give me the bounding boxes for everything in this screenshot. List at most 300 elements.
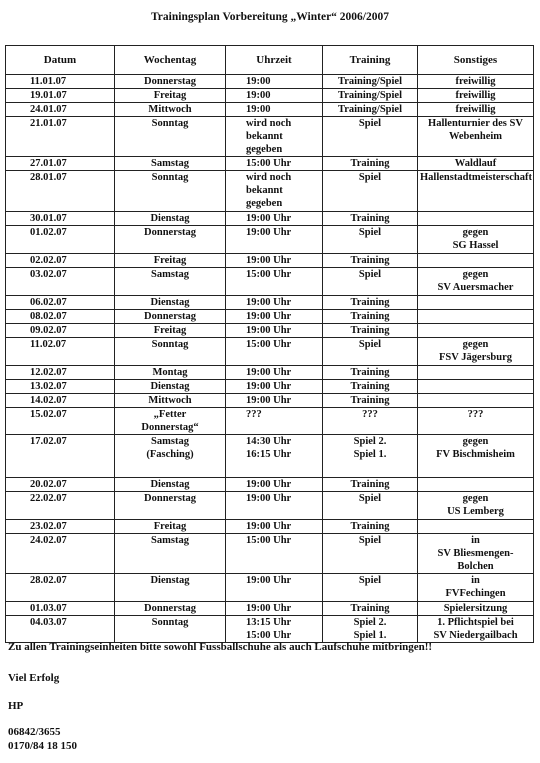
- cell-sonstiges: [418, 478, 534, 492]
- cell-text: 14:30 Uhr: [246, 436, 292, 447]
- cell-wochentag: [115, 520, 226, 534]
- cell-text: gegen: [462, 227, 489, 238]
- cell-sonstiges: [418, 338, 534, 366]
- cell-datum: [6, 408, 115, 435]
- cell-sonstiges: [418, 89, 534, 103]
- cell-wochentag: [115, 602, 226, 616]
- cell-sonstiges: [418, 408, 534, 435]
- cell-text: Spiel: [358, 118, 382, 129]
- table-row: [6, 435, 534, 478]
- table-row: [6, 380, 534, 394]
- cell-datum: [6, 574, 115, 602]
- cell-training: [323, 226, 418, 254]
- table-row: [6, 310, 534, 324]
- cell-sonstiges: [418, 324, 534, 338]
- cell-text: 19:00 Uhr: [246, 395, 292, 406]
- table-row: [6, 268, 534, 296]
- cell-text: SV Auersmacher: [437, 282, 514, 293]
- cell-text: bekannt gegeben: [246, 131, 283, 155]
- cell-text: Spiel: [358, 269, 382, 280]
- cell-text: Training: [350, 479, 390, 490]
- cell-text: 11.02.07: [30, 339, 67, 350]
- cell-text: Dienstag: [150, 479, 190, 490]
- table-row: [6, 534, 534, 574]
- cell-text: 15.02.07: [30, 409, 67, 420]
- cell-wochentag: [115, 89, 226, 103]
- cell-uhrzeit: [226, 520, 323, 534]
- table-row: [6, 226, 534, 254]
- column-header-uhrzeit: Uhrzeit: [226, 46, 323, 75]
- cell-sonstiges: [418, 310, 534, 324]
- cell-wochentag: [115, 75, 226, 89]
- cell-uhrzeit: [226, 117, 323, 157]
- column-header-wochentag: Wochentag: [115, 46, 226, 75]
- table-row: [6, 254, 534, 268]
- cell-training: [323, 408, 418, 435]
- cell-sonstiges: [418, 394, 534, 408]
- cell-uhrzeit: [226, 75, 323, 89]
- cell-datum: [6, 366, 115, 380]
- cell-text: SG Hassel: [452, 240, 499, 251]
- cell-text: bekannt gegeben: [246, 185, 283, 209]
- cell-text: FVFechingen: [445, 588, 506, 599]
- cell-text: ???: [362, 409, 378, 420]
- cell-uhrzeit: [226, 310, 323, 324]
- table-row: [6, 602, 534, 616]
- table-row: [6, 338, 534, 366]
- cell-text: 15:00 Uhr: [246, 630, 292, 641]
- cell-text: 19.01.07: [30, 90, 67, 101]
- cell-text: Training: [350, 395, 390, 406]
- cell-uhrzeit: [226, 394, 323, 408]
- cell-text: Spiel: [358, 339, 382, 350]
- cell-text: Sonntag: [151, 118, 189, 129]
- cell-sonstiges: [418, 574, 534, 602]
- cell-text: 19:00: [246, 76, 271, 87]
- cell-wochentag: [115, 478, 226, 492]
- cell-uhrzeit: [226, 478, 323, 492]
- training-schedule-table: [5, 45, 534, 643]
- cell-training: [323, 157, 418, 171]
- cell-text: gegen: [462, 269, 489, 280]
- cell-datum: [6, 268, 115, 296]
- cell-uhrzeit: [226, 268, 323, 296]
- cell-text: Samstag: [151, 269, 189, 280]
- cell-text: Spiel: [358, 575, 382, 586]
- cell-text: Donnerstag: [144, 493, 196, 504]
- cell-training: [323, 212, 418, 226]
- cell-text: Hallenstadtmeisterschaft: [420, 172, 532, 183]
- cell-wochentag: [115, 157, 226, 171]
- cell-text: 15:00 Uhr: [246, 269, 292, 280]
- cell-text: Spiel: [358, 227, 382, 238]
- cell-wochentag: [115, 492, 226, 520]
- cell-wochentag: [115, 394, 226, 408]
- cell-wochentag: [115, 324, 226, 338]
- cell-text: Freitag: [153, 255, 187, 266]
- cell-wochentag: [115, 366, 226, 380]
- cell-text: Training/Spiel: [338, 104, 402, 115]
- cell-text: 30.01.07: [30, 213, 67, 224]
- cell-datum: [6, 380, 115, 394]
- table-row: [6, 478, 534, 492]
- cell-text: 19:00: [246, 90, 271, 101]
- table-row: [6, 492, 534, 520]
- cell-datum: [6, 602, 115, 616]
- footer-initials: HP: [8, 700, 24, 712]
- table-row: [6, 212, 534, 226]
- cell-datum: [6, 435, 115, 478]
- cell-text: 09.02.07: [30, 325, 67, 336]
- cell-text: gegen: [462, 339, 489, 350]
- cell-wochentag: [115, 408, 226, 435]
- cell-wochentag: [115, 616, 226, 643]
- cell-text: Freitag: [153, 325, 187, 336]
- cell-text: 19:00 Uhr: [246, 479, 292, 490]
- cell-sonstiges: [418, 103, 534, 117]
- cell-sonstiges: [418, 602, 534, 616]
- cell-text: FSV Jägersburg: [438, 352, 513, 363]
- cell-datum: [6, 254, 115, 268]
- cell-sonstiges: [418, 380, 534, 394]
- cell-uhrzeit: [226, 226, 323, 254]
- cell-wochentag: [115, 380, 226, 394]
- cell-text: 19:00 Uhr: [246, 381, 292, 392]
- cell-text: 24.02.07: [30, 535, 67, 546]
- cell-text: Dienstag: [150, 213, 190, 224]
- column-header-sonstiges: Sonstiges: [418, 46, 534, 75]
- cell-training: [323, 171, 418, 212]
- cell-text: Training: [350, 603, 390, 614]
- cell-training: [323, 380, 418, 394]
- cell-text: in: [471, 535, 480, 546]
- cell-training: [323, 520, 418, 534]
- table-row: [6, 157, 534, 171]
- cell-text: Sonntag: [151, 617, 189, 628]
- cell-training: [323, 616, 418, 643]
- cell-text: 19:00 Uhr: [246, 603, 292, 614]
- column-header-training: Training: [323, 46, 418, 75]
- cell-datum: [6, 534, 115, 574]
- cell-text: 19:00: [246, 104, 271, 115]
- cell-text: 04.03.07: [30, 617, 67, 628]
- cell-text: freiwillig: [455, 90, 496, 101]
- cell-text: 13.02.07: [30, 381, 67, 392]
- cell-text: Training: [350, 297, 390, 308]
- cell-text: 28.01.07: [30, 172, 67, 183]
- cell-uhrzeit: [226, 103, 323, 117]
- cell-text: Dienstag: [150, 381, 190, 392]
- cell-uhrzeit: [226, 408, 323, 435]
- cell-datum: [6, 324, 115, 338]
- cell-training: [323, 338, 418, 366]
- cell-text: 27.01.07: [30, 158, 67, 169]
- cell-training: [323, 268, 418, 296]
- cell-uhrzeit: [226, 324, 323, 338]
- cell-text: Sonntag: [151, 172, 189, 183]
- cell-text: gegen: [462, 436, 489, 447]
- footer-phone-1: 06842/3655: [8, 726, 61, 738]
- cell-text: 19:00 Uhr: [246, 227, 292, 238]
- table-row: [6, 75, 534, 89]
- table-row: [6, 171, 534, 212]
- cell-text: 19:00 Uhr: [246, 325, 292, 336]
- cell-text: 02.02.07: [30, 255, 67, 266]
- cell-datum: [6, 89, 115, 103]
- cell-datum: [6, 520, 115, 534]
- cell-text: Mittwoch: [148, 395, 192, 406]
- cell-text: 15:00 Uhr: [246, 339, 292, 350]
- cell-text: 15:00 Uhr: [246, 158, 292, 169]
- cell-sonstiges: [418, 492, 534, 520]
- cell-datum: [6, 117, 115, 157]
- cell-text: 19:00 Uhr: [246, 367, 292, 378]
- cell-text: 16:15 Uhr: [246, 449, 292, 460]
- cell-text: Training: [350, 325, 390, 336]
- cell-sonstiges: [418, 435, 534, 478]
- cell-text: Freitag: [153, 521, 187, 532]
- cell-training: [323, 296, 418, 310]
- cell-text: 03.02.07: [30, 269, 67, 280]
- cell-text: Donnerstag: [144, 603, 196, 614]
- table-row: [6, 103, 534, 117]
- cell-uhrzeit: [226, 171, 323, 212]
- cell-text: 14.02.07: [30, 395, 67, 406]
- cell-training: [323, 366, 418, 380]
- cell-text: 28.02.07: [30, 575, 67, 586]
- table-header-row: [6, 46, 534, 75]
- cell-sonstiges: [418, 75, 534, 89]
- cell-uhrzeit: [226, 435, 323, 478]
- table-row: [6, 520, 534, 534]
- cell-uhrzeit: [226, 380, 323, 394]
- cell-text: in: [471, 575, 480, 586]
- cell-training: [323, 89, 418, 103]
- cell-text: Spiel 1.: [353, 630, 387, 641]
- cell-text: ???: [467, 409, 484, 420]
- cell-uhrzeit: [226, 366, 323, 380]
- cell-text: 08.02.07: [30, 311, 67, 322]
- table-row: [6, 366, 534, 380]
- cell-text: wird noch: [246, 118, 292, 129]
- cell-sonstiges: [418, 520, 534, 534]
- cell-text: 12.02.07: [30, 367, 67, 378]
- cell-wochentag: [115, 435, 226, 478]
- cell-text: Donnerstag: [144, 76, 196, 87]
- cell-datum: [6, 75, 115, 89]
- cell-text: 19:00 Uhr: [246, 575, 292, 586]
- cell-sonstiges: [418, 616, 534, 643]
- cell-text: Training: [350, 521, 390, 532]
- table-row: [6, 117, 534, 157]
- cell-text: Sonntag: [151, 339, 189, 350]
- cell-text: Training: [350, 367, 390, 378]
- cell-text: Samstag: [151, 535, 189, 546]
- cell-text: 19:00 Uhr: [246, 493, 292, 504]
- table-body: [6, 75, 534, 643]
- cell-training: [323, 103, 418, 117]
- cell-text: FV Bischmisheim: [436, 449, 515, 460]
- cell-wochentag: [115, 338, 226, 366]
- cell-text: Samstag: [151, 158, 189, 169]
- cell-datum: [6, 226, 115, 254]
- cell-wochentag: [115, 254, 226, 268]
- cell-text: wird noch: [246, 172, 292, 183]
- cell-text: Donnerstag“: [141, 422, 199, 433]
- cell-datum: [6, 171, 115, 212]
- cell-text: Spiel 2.: [353, 617, 387, 628]
- cell-datum: [6, 478, 115, 492]
- cell-text: Waldlauf: [454, 158, 497, 169]
- cell-uhrzeit: [226, 534, 323, 574]
- cell-text: 19:00 Uhr: [246, 213, 292, 224]
- cell-text: Training: [350, 311, 390, 322]
- cell-sonstiges: [418, 296, 534, 310]
- cell-text: 21.01.07: [30, 118, 67, 129]
- cell-text: gegen: [462, 493, 489, 504]
- cell-datum: [6, 394, 115, 408]
- cell-uhrzeit: [226, 616, 323, 643]
- cell-text: 01.03.07: [30, 603, 67, 614]
- cell-wochentag: [115, 117, 226, 157]
- cell-text: Spiel 1.: [353, 449, 387, 460]
- cell-training: [323, 310, 418, 324]
- cell-text: 22.02.07: [30, 493, 67, 504]
- cell-wochentag: [115, 226, 226, 254]
- cell-text: SV Niedergailbach: [433, 630, 518, 641]
- cell-wochentag: [115, 268, 226, 296]
- cell-text: 11.01.07: [30, 76, 67, 87]
- cell-training: [323, 492, 418, 520]
- cell-wochentag: [115, 103, 226, 117]
- cell-wochentag: [115, 212, 226, 226]
- cell-datum: [6, 157, 115, 171]
- cell-training: [323, 574, 418, 602]
- cell-text: freiwillig: [455, 76, 496, 87]
- cell-datum: [6, 212, 115, 226]
- cell-text: Freitag: [153, 90, 187, 101]
- cell-text: 06.02.07: [30, 297, 67, 308]
- cell-training: [323, 478, 418, 492]
- page-title: Trainingsplan Vorbereitung „Winter“ 2006/2007: [150, 11, 390, 23]
- cell-datum: [6, 103, 115, 117]
- cell-training: [323, 534, 418, 574]
- cell-sonstiges: [418, 534, 534, 574]
- cell-text: Donnerstag: [144, 227, 196, 238]
- cell-text: Spiel 2.: [353, 436, 387, 447]
- cell-datum: [6, 338, 115, 366]
- cell-text: 1. Pflichtspiel bei: [437, 617, 514, 628]
- cell-sonstiges: [418, 117, 534, 157]
- cell-wochentag: [115, 310, 226, 324]
- cell-wochentag: [115, 171, 226, 212]
- table-row: [6, 616, 534, 643]
- cell-uhrzeit: [226, 574, 323, 602]
- cell-text: US Lemberg: [447, 506, 504, 517]
- cell-text: 01.02.07: [30, 227, 67, 238]
- cell-wochentag: [115, 296, 226, 310]
- cell-sonstiges: [418, 366, 534, 380]
- cell-text: Samstag: [151, 436, 189, 447]
- footer-phone-2: 0170/84 18 150: [8, 740, 78, 752]
- column-header-datum: Datum: [6, 46, 115, 75]
- cell-text: 19:00 Uhr: [246, 297, 292, 308]
- cell-text: 19:00 Uhr: [246, 311, 292, 322]
- cell-text: Hallenturnier des SV: [428, 118, 523, 129]
- cell-sonstiges: [418, 157, 534, 171]
- cell-sonstiges: [418, 254, 534, 268]
- cell-text: (Fasching): [146, 449, 194, 460]
- table-row: [6, 574, 534, 602]
- cell-training: [323, 602, 418, 616]
- cell-uhrzeit: [226, 254, 323, 268]
- cell-uhrzeit: [226, 296, 323, 310]
- cell-text: Spiel: [358, 535, 382, 546]
- cell-uhrzeit: [226, 492, 323, 520]
- cell-text: Training/Spiel: [338, 76, 402, 87]
- cell-text: 17.02.07: [30, 436, 67, 447]
- cell-uhrzeit: [226, 338, 323, 366]
- cell-text: Dienstag: [150, 297, 190, 308]
- cell-text: 15:00 Uhr: [246, 535, 292, 546]
- cell-text: 13:15 Uhr: [246, 617, 292, 628]
- cell-text: 19:00 Uhr: [246, 255, 292, 266]
- cell-text: Spiel: [358, 493, 382, 504]
- cell-sonstiges: [418, 268, 534, 296]
- footer-greeting: Viel Erfolg: [8, 672, 60, 684]
- cell-text: Training: [350, 158, 390, 169]
- cell-uhrzeit: [226, 602, 323, 616]
- cell-text: 20.02.07: [30, 479, 67, 490]
- cell-datum: [6, 492, 115, 520]
- cell-sonstiges: [418, 171, 534, 212]
- table-row: [6, 296, 534, 310]
- cell-text: Training: [350, 255, 390, 266]
- cell-datum: [6, 310, 115, 324]
- cell-training: [323, 254, 418, 268]
- footer-notice: Zu allen Trainingseinheiten bitte sowohl Fussballschuhe als auch Laufschuhe mitbringen!!: [8, 641, 433, 653]
- cell-uhrzeit: [226, 212, 323, 226]
- cell-sonstiges: [418, 212, 534, 226]
- cell-uhrzeit: [226, 89, 323, 103]
- table-row: [6, 324, 534, 338]
- cell-text: freiwillig: [455, 104, 496, 115]
- table-row: [6, 89, 534, 103]
- cell-text: SV Bliesmengen-Bolchen: [437, 548, 514, 572]
- cell-text: Training: [350, 213, 390, 224]
- cell-text: 23.02.07: [30, 521, 67, 532]
- cell-text: Dienstag: [150, 575, 190, 586]
- cell-text: ???: [246, 409, 262, 420]
- cell-text: Montag: [152, 367, 188, 378]
- cell-sonstiges: [418, 226, 534, 254]
- table-row: [6, 408, 534, 435]
- cell-text: Spielersitzung: [443, 603, 508, 614]
- cell-training: [323, 435, 418, 478]
- cell-text: „Fetter: [153, 409, 187, 420]
- cell-text: Donnerstag: [144, 311, 196, 322]
- cell-datum: [6, 616, 115, 643]
- cell-text: Training/Spiel: [338, 90, 402, 101]
- cell-text: Spiel: [358, 172, 382, 183]
- cell-wochentag: [115, 574, 226, 602]
- table-row: [6, 394, 534, 408]
- cell-uhrzeit: [226, 157, 323, 171]
- cell-training: [323, 117, 418, 157]
- cell-text: 19:00 Uhr: [246, 521, 292, 532]
- cell-datum: [6, 296, 115, 310]
- cell-training: [323, 75, 418, 89]
